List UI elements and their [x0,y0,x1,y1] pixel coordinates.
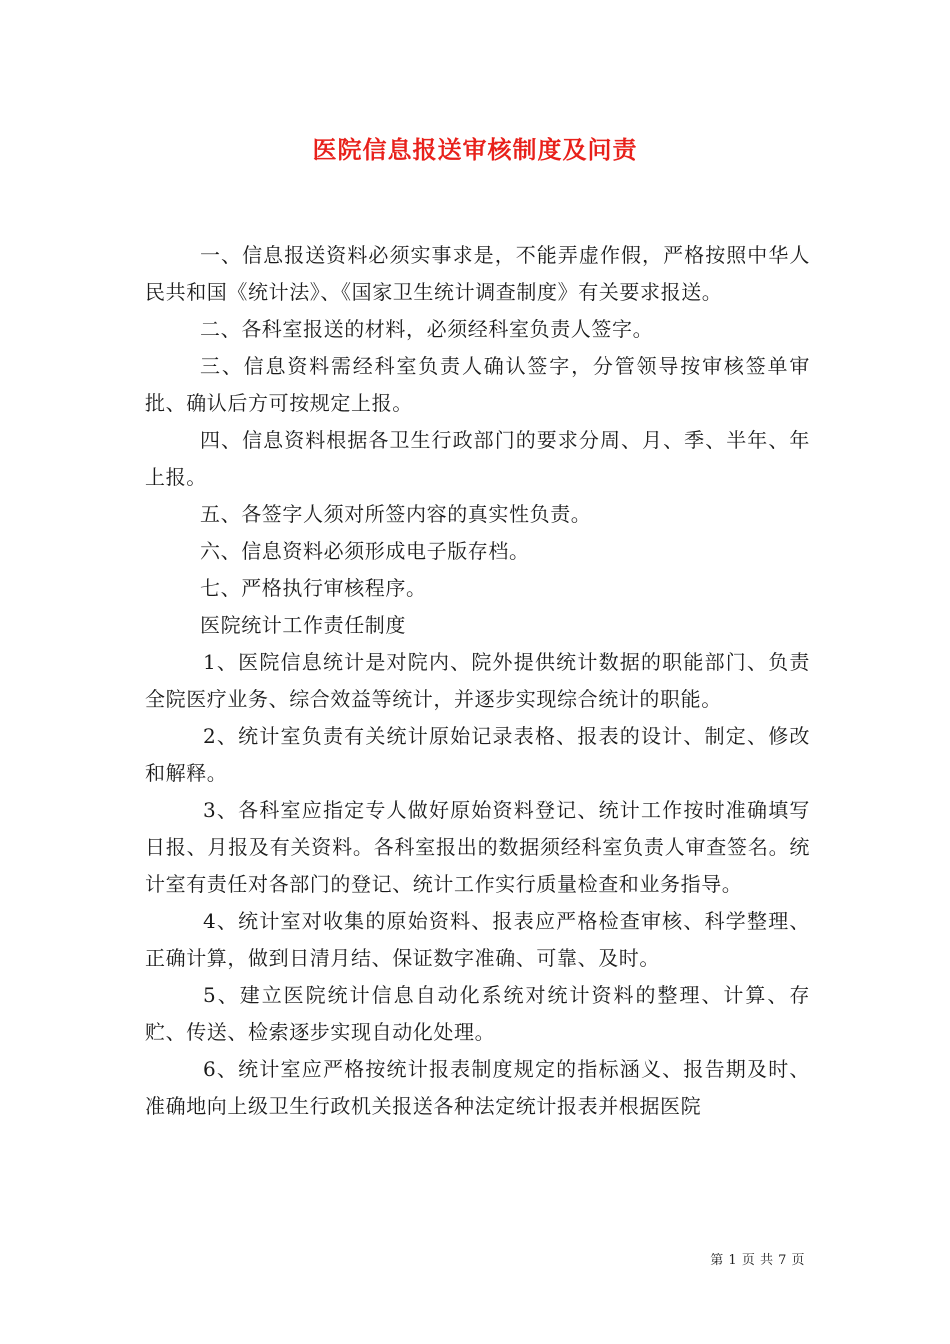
paragraph: 六、信息资料必须形成电子版存档。 [200,539,530,563]
document-title: 医院信息报送审核制度及问责 [312,135,638,164]
document-body [145,237,810,1125]
paragraph: 三、信息资料需经科室负责人确认签字，分管领导按审核签单审批、确认后方可按规定上报。 [145,354,810,415]
paragraph: 1、医院信息统计是对院内、院外提供统计数据的职能部门、负责全院医疗业务、综合效益等统计，并逐步实现综合统计的职能。 [145,650,810,711]
paragraph: 五、各签字人须对所签内容的真实性负责。 [200,502,592,526]
paragraph: 5、建立医院统计信息自动化系统对统计资料的整理、计算、存贮、传送、检索逐步实现自动化处理。 [145,983,810,1044]
paragraph: 2、统计室负责有关统计原始记录表格、报表的设计、制定、修改和解释。 [145,724,810,785]
section-heading: 医院统计工作责任制度 [200,613,406,637]
paragraph: 七、严格执行审核程序。 [200,576,427,600]
paragraph: 四、信息资料根据各卫生行政部门的要求分周、月、季、半年、年上报。 [145,428,810,489]
paragraph: 4、统计室对收集的原始资料、报表应严格检查审核、科学整理、正确计算，做到日清月结、保证数字准确、可靠、及时。 [145,909,810,970]
paragraph: 一、信息报送资料必须实事求是，不能弄虚作假，严格按照中华人民共和国《统计法》、《国家卫生统计调查制度》有关要求报送。 [145,243,810,304]
paragraph: 3、各科室应指定专人做好原始资料登记、统计工作按时准确填写日报、月报及有关资料。各科室报出的数据须经科室负责人审查签名。统计室有责任对各部门的登记、统计工作实行质量检查和业务指导。 [145,798,810,896]
paragraph: 6、统计室应严格按统计报表制度规定的指标涵义、报告期及时、准确地向上级卫生行政机关报送各种法定统计报表并根据医院 [145,1057,810,1118]
paragraph: 二、各科室报送的材料，必须经科室负责人签字。 [200,317,654,341]
page-footer: 第 1 页 共 7 页 [710,1253,805,1268]
